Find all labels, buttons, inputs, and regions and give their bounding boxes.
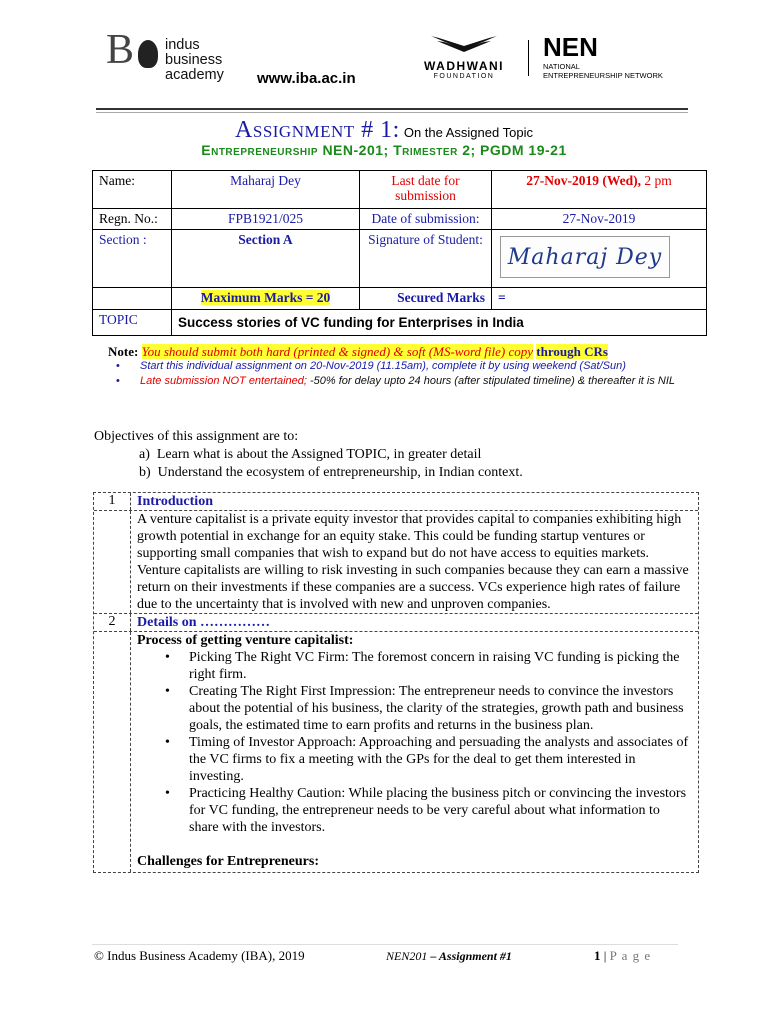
list-item: • Timing of Investor Approach: Approaching and persuading the analysts and associates of the VC firms to fix a meeting with the GPs for the deal to get them interested in investing. [189,734,692,785]
list-item: • Practicing Healthy Caution: While placing the business pitch or convincing the investors for VC funding, the entrepreneur needs to be very careful about what information to share with the investors. [189,785,692,836]
student-info-table [92,170,707,336]
details-body: Process of getting venture capitalist: • Picking The Right VC Firm: The foremost concern in raising VC funding is picking the right firm. • Creating The Right First Impression: The entrepreneur needs to convince the investors about the potential of his business, the clarity of the strategies, growth path and business goals, the estimated time to earn profits and returns in the business plan. • Timing of Investor Approach: Approaching and persuading the analysts and associates of the VC firms to fix a meeting with the GPs for the deal to get them interested in investing. • Practicing Healthy Caution: While placing the business pitch or convincing the investors for VC funding, the entrepreneur needs to be very careful about what information to share with the investors. Challenges for Entrepreneurs: [131,632,698,872]
table-row: 2 Details on …………… [94,614,698,632]
process-list [137,649,692,836]
submission-date-value: 27-Nov-2019 [492,209,707,230]
table-row [94,632,698,872]
secured-marks-label: Secured Marks [360,288,492,310]
iba-url: www.iba.ac.in [257,70,356,87]
section-label: Section : [93,230,172,288]
objectives: Objectives of this assignment are to: a) Learn what is about the Assigned TOPIC, in greater detail b) Understand the ecosystem of entrepreneurship, in Indian context. [94,429,523,480]
wadhwani-logo: WADHWANI FOUNDATION [410,34,518,80]
list-item: • Creating The Right First Impression: The entrepreneur needs to convince the investors about the potential of his business, the clarity of the strategies, growth path and business goals, the estimated time to earn profits and returns in the business plan. [189,683,692,734]
submission-date-label: Date of submission: [360,209,492,230]
topic-value: Success stories of VC funding for Enterprises in India [172,310,707,336]
iba-name: indus business academy [165,37,224,83]
regn-label: Regn. No.: [93,209,172,230]
wing-icon [429,34,499,54]
section-title-introduction: Introduction [137,494,213,509]
signature-image: Maharaj Dey [500,236,670,278]
assignment-subtitle: Entrepreneurship NEN-201; Trimester 2; PGDM 19-21 [201,142,567,158]
empty-cell [93,288,172,310]
list-item: • Picking The Right VC Firm: The foremost concern in raising VC funding is picking the right firm. [189,649,692,683]
assignment-title: Assignment # 1: On the Assigned Topic [235,117,533,143]
nen-title: NEN [543,32,598,62]
regn-value: FPB1921/025 [172,209,360,230]
name-label: Name: [93,171,172,209]
table-row [94,511,698,614]
iba-logo: B [100,30,160,84]
content-table [93,492,699,873]
header-rule-thin [96,112,688,113]
footer-course: NEN201 – Assignment #1 [386,949,512,963]
footer-copyright: © Indus Business Academy (IBA), 2019 [94,948,305,963]
topic-label: TOPIC [93,310,172,336]
note: Note: You should submit both hard (printed & signed) & soft (MS-word file) copy through CRs [108,344,608,359]
secured-marks-value: = [492,288,707,310]
signature-label: Signature of Student: [360,230,492,288]
introduction-body: A venture capitalist is a private equity investor that provides capital to companies exhibiting high growth potential in exchange for an equity stake. This could be funding startup ventures or supporting small companies that wish to expand but do not have access to equities markets. Venture capitalists are willing to risk investing in such companies because they can earn a massive return on their investments if these companies are a success. VCs experience high rates of failure due to the uncertainty that is involved with new and unproven companies. [137,512,689,612]
nen-subtitle: NATIONAL ENTREPRENEURSHIP NETWORK [543,62,663,80]
footer-rule [92,944,678,945]
last-date-label: Last date for submission [360,171,492,209]
footer-page: 1 | P a g e [594,948,652,963]
list-item: • Late submission NOT entertained; -50% for delay upto 24 hours (after stipulated timeline) & thereafter it is NIL [112,375,702,388]
header-rule [96,108,688,110]
signature-cell [492,230,707,288]
table-row: 1 Introduction [94,493,698,511]
list-item: • Start this individual assignment on 20-Nov-2019 (11.15am), complete it by using weekend (Sat/Sun) [112,360,702,373]
section-value: Section A [172,230,360,288]
section-title-details: Details on …………… [137,615,270,630]
name-value: Maharaj Dey [172,171,360,209]
note-bullets [112,360,702,390]
max-marks-cell: Maximum Marks = 20 [172,288,360,310]
logo-divider [528,40,529,76]
last-date-value: 27-Nov-2019 (Wed), 2 pm [492,171,707,209]
